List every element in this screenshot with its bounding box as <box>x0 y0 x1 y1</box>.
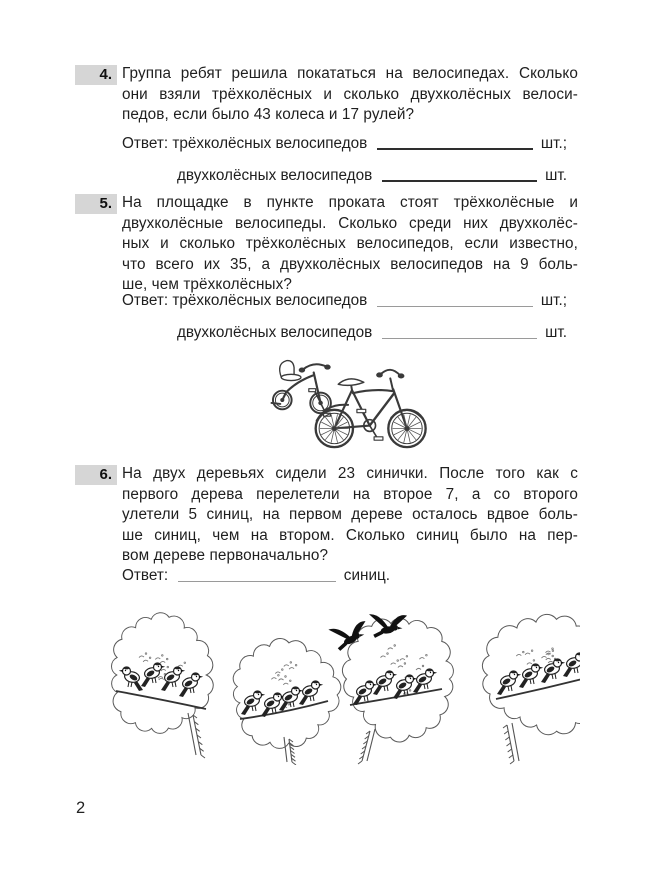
problem-5-answer-row-2 <box>177 322 567 343</box>
problem-4-text <box>122 64 578 126</box>
answer-blank[interactable] <box>377 306 533 307</box>
problem-6-number-badge: 6. <box>75 465 117 485</box>
text-line: двухколёсные велосипеды. Сколько среди них двухколёс- <box>122 214 578 232</box>
text-line: ше, чем трёхколёсных? <box>122 276 293 293</box>
text-line: ше синиц, чем на втором. Сколько синиц было на пер- <box>122 526 578 544</box>
text-line: Группа ребят решила покататься на велосипедах. Сколько <box>122 65 578 82</box>
answer-label: Ответ: трёхколёсных велосипедов <box>122 135 368 152</box>
answer-unit: шт. <box>545 324 567 341</box>
problem-4-number-badge: 4. <box>75 65 117 85</box>
answer-unit: шт.; <box>540 135 567 152</box>
answer-unit: шт. <box>545 167 567 184</box>
text-line: педов, если было 43 колеса и 17 рулей? <box>122 106 415 123</box>
tricycle-and-bicycle-illustration <box>233 346 471 454</box>
bicycle-drawing <box>316 370 426 447</box>
problem-4-answer-row-1 <box>122 133 567 154</box>
answer-blank[interactable] <box>382 180 537 182</box>
tricycle-drawing <box>271 361 330 417</box>
page-number: 2 <box>76 799 86 817</box>
text-line: первого дерева перелетели на второе 7, а со второго <box>122 485 578 503</box>
problem-5-answer-row-1 <box>122 290 567 311</box>
answer-unit: синиц. <box>343 567 390 584</box>
problem-5-text <box>122 193 578 296</box>
text-line: что всего их 35, а двухколёсных велосипедов на 9 боль- <box>122 255 578 273</box>
answer-blank[interactable] <box>382 338 537 339</box>
text-line: вом дереве первоначально? <box>122 547 329 564</box>
text-line: ных и сколько трёхколёсных велосипедов, если известно, <box>122 235 578 252</box>
answer-unit: шт.; <box>540 292 567 309</box>
answer-label: Ответ: <box>122 567 169 584</box>
text-line: На двух деревьях сидели 23 синички. После того как с <box>122 465 578 482</box>
answer-label: двухколёсных велосипедов <box>177 167 373 184</box>
text-line: они взяли трёхколёсных и сколько двухколёсных велоси- <box>122 85 578 103</box>
answer-blank[interactable] <box>377 148 533 150</box>
problem-6-answer-row <box>122 565 390 586</box>
problem-6-text <box>122 464 578 567</box>
problem-5-number-badge: 5. <box>75 194 117 214</box>
answer-label: двухколёсных велосипедов <box>177 324 373 341</box>
problem-4-answer-row-2 <box>177 165 567 186</box>
birds-on-trees-illustration <box>88 597 580 765</box>
text-line: улетели 5 синиц, на первом дереве осталось вдвое боль- <box>122 506 578 523</box>
text-line: На площадке в пункте проката стоят трёхколёсные и <box>122 194 578 211</box>
answer-label: Ответ: трёхколёсных велосипедов <box>122 292 368 309</box>
answer-blank[interactable] <box>178 581 336 582</box>
